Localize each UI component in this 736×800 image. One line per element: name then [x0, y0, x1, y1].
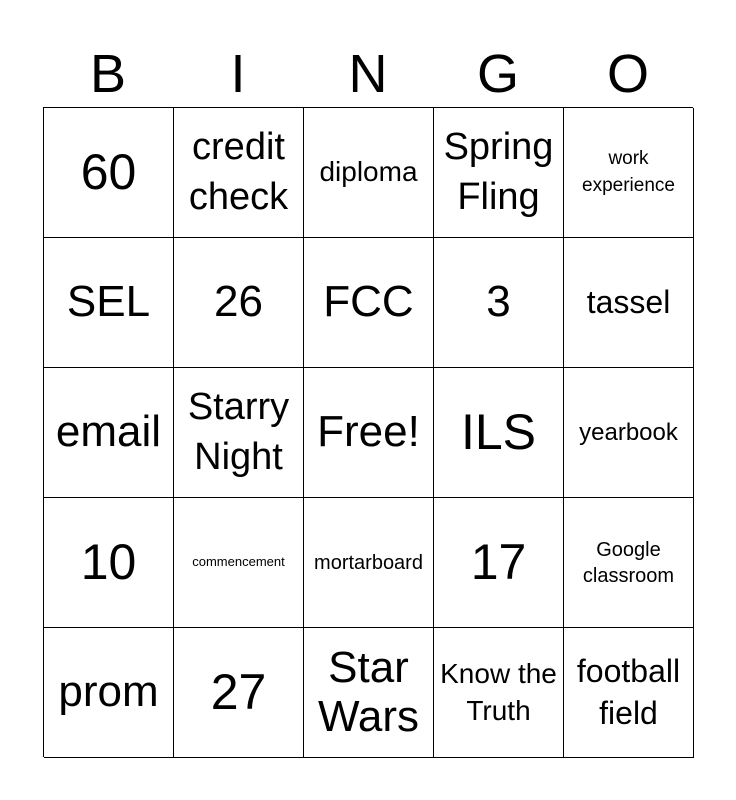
cell-text: Know the Truth: [440, 658, 557, 726]
header-letter-n: N: [348, 44, 388, 104]
cell-text: 60: [80, 144, 137, 201]
cell-text: FCC: [323, 277, 414, 327]
cell-text: 26: [214, 277, 263, 327]
cell-text: Starry Night: [187, 386, 290, 478]
cell-text: 10: [80, 534, 137, 591]
cell-text: SEL: [66, 277, 151, 327]
header-letter-i: I: [230, 44, 246, 104]
bingo-board: [43, 107, 693, 757]
bingo-cell[interactable]: [434, 498, 564, 628]
cell-text: Google classroom: [582, 538, 675, 587]
bingo-cell[interactable]: [174, 108, 304, 238]
cell-text: tassel: [586, 283, 671, 320]
bingo-cell[interactable]: [174, 368, 304, 498]
cell-text: 17: [470, 534, 527, 591]
bingo-cell[interactable]: [174, 238, 304, 368]
bingo-cell[interactable]: [564, 498, 694, 628]
bingo-cell[interactable]: [564, 108, 694, 238]
cell-text: email: [55, 407, 162, 457]
cell-text: work experience: [582, 147, 675, 196]
bingo-cell[interactable]: [434, 628, 564, 758]
header-letter-b: B: [89, 44, 127, 104]
bingo-cell[interactable]: [564, 368, 694, 498]
bingo-cell[interactable]: [44, 498, 174, 628]
cell-text: yearbook: [579, 418, 678, 446]
bingo-cell[interactable]: [564, 628, 694, 758]
bingo-cell[interactable]: [44, 238, 174, 368]
bingo-cell[interactable]: [44, 628, 174, 758]
bingo-cell[interactable]: [434, 108, 564, 238]
cell-text: 27: [210, 664, 267, 721]
bingo-cell[interactable]: [304, 108, 434, 238]
cell-text: diploma: [319, 156, 418, 188]
bingo-cell[interactable]: [174, 628, 304, 758]
bingo-cell[interactable]: [564, 238, 694, 368]
bingo-cell[interactable]: [304, 238, 434, 368]
cell-text: Spring Fling: [443, 126, 554, 218]
cell-text: prom: [58, 667, 159, 717]
cell-text: mortarboard: [314, 551, 423, 574]
header-letter-g: G: [476, 44, 519, 104]
bingo-header: [43, 40, 693, 108]
cell-text: Star Wars: [317, 643, 420, 741]
free-space-cell[interactable]: [304, 368, 434, 498]
cell-text: commencement: [192, 554, 285, 570]
bingo-cell[interactable]: [174, 498, 304, 628]
header-letter-o: O: [606, 44, 649, 104]
bingo-cell[interactable]: [434, 368, 564, 498]
bingo-cell[interactable]: [44, 368, 174, 498]
bingo-cell[interactable]: [434, 238, 564, 368]
free-space-text: Free!: [317, 407, 420, 457]
bingo-cell[interactable]: [44, 108, 174, 238]
bingo-cell[interactable]: [304, 498, 434, 628]
cell-text: credit check: [188, 126, 289, 218]
cell-text: ILS: [460, 404, 537, 461]
bingo-cell[interactable]: [304, 628, 434, 758]
cell-text: 3: [486, 277, 511, 327]
cell-text: football field: [576, 652, 681, 731]
